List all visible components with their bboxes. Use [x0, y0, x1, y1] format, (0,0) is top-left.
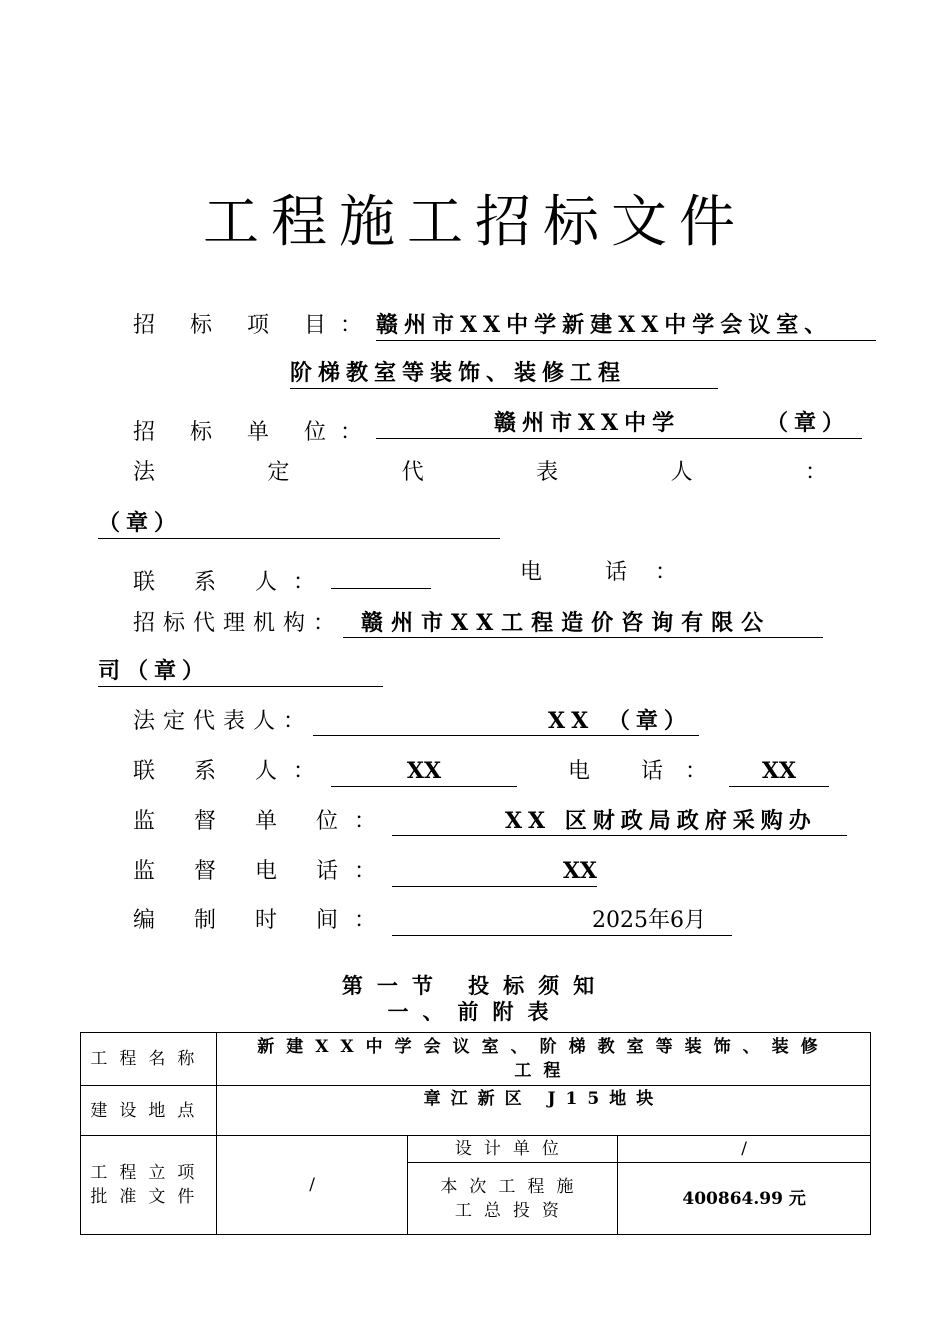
- legal-rep-row: [133, 458, 827, 488]
- date-row: [133, 906, 732, 936]
- agency-legal-value: XX （章）: [313, 706, 699, 736]
- site-label: 建设地点: [81, 1086, 217, 1136]
- table-row: [81, 1136, 871, 1163]
- contact-value-line: [331, 558, 431, 589]
- document-title: 工程施工招标文件: [203, 190, 747, 255]
- table-row: [81, 1086, 871, 1136]
- preamble-table: [80, 1032, 871, 1235]
- design-unit-value: /: [618, 1136, 871, 1163]
- approval-doc-label: 工程立项批准文件: [81, 1136, 217, 1235]
- supervisor-label: 监 督 单 位：: [133, 809, 392, 834]
- agency-phone-row: [568, 756, 829, 786]
- agency-contact-label: 联 系 人：: [133, 759, 331, 784]
- project-name-value: 新建XX中学会议室、阶梯教室等装饰、装修工程: [216, 1033, 870, 1086]
- project-value-line2: 阶梯教室等装饰、装修工程: [290, 358, 718, 389]
- project-value-line1: 赣州市XX中学新建XX中学会议室、: [376, 310, 876, 341]
- legal-rep-seal-row: [98, 508, 500, 538]
- agency-contact-row: [133, 756, 517, 786]
- agency-row: [133, 608, 823, 638]
- supervisor-phone-row: [133, 856, 597, 886]
- date-label: 编 制 时 间：: [133, 908, 392, 933]
- legal-rep-char: 法: [133, 460, 156, 485]
- supervisor-value: XX 区财政局政府采购办: [392, 806, 847, 836]
- supervisor-phone-value: XX: [392, 856, 597, 887]
- tenderer-row: [133, 408, 862, 445]
- legal-rep-char: 表: [536, 460, 559, 485]
- project-row-2: [290, 358, 718, 388]
- agency-legal-row: [133, 706, 699, 736]
- agency-value-line2: 司（章）: [98, 656, 383, 687]
- tenderer-seal: （章）: [765, 410, 850, 436]
- legal-rep-char: 人: [670, 460, 693, 485]
- phone-label: 电 话：: [520, 560, 705, 585]
- tenderer-label: 招 标 单 位：: [133, 420, 376, 445]
- tenderer-value: 赣州市XX中学: [493, 410, 681, 436]
- agency-value-line1: 赣州市XX工程造价咨询有限公: [343, 608, 823, 638]
- contact-row: [133, 558, 431, 595]
- supervisor-row: [133, 806, 847, 836]
- investment-value: 400864.99 元: [618, 1163, 871, 1235]
- investment-label: 本次工程施工总投资: [408, 1163, 618, 1235]
- approval-doc-value: /: [216, 1136, 408, 1235]
- legal-rep-char: ：: [804, 460, 827, 485]
- site-value: 章江新区 J15地块: [216, 1086, 870, 1136]
- project-row: [133, 310, 876, 340]
- table-row: [81, 1033, 871, 1086]
- agency-label: 招标代理机构：: [133, 611, 344, 636]
- section-subheading: 一、前附表: [387, 1000, 563, 1024]
- project-name-label: 工程名称: [81, 1033, 217, 1086]
- project-label: 招 标 项 目：: [133, 313, 376, 338]
- legal-rep-char: 代: [401, 460, 424, 485]
- legal-rep-seal: （章）: [98, 508, 500, 539]
- contact-label: 联 系 人：: [133, 570, 331, 595]
- date-value: 2025年6月: [392, 906, 732, 936]
- supervisor-phone-label: 监 督 电 话：: [133, 859, 392, 884]
- phone-row: [520, 558, 705, 588]
- design-unit-label: 设计单位: [408, 1136, 618, 1163]
- agency-phone-value: XX: [729, 756, 829, 787]
- legal-rep-char: 定: [267, 460, 290, 485]
- section-heading: 第一节 投标须知: [341, 974, 609, 998]
- agency-contact-value: XX: [331, 756, 517, 787]
- agency-legal-label: 法定代表人：: [133, 709, 314, 734]
- agency-row-2: [98, 656, 383, 686]
- agency-phone-label: 电 话：: [568, 759, 729, 784]
